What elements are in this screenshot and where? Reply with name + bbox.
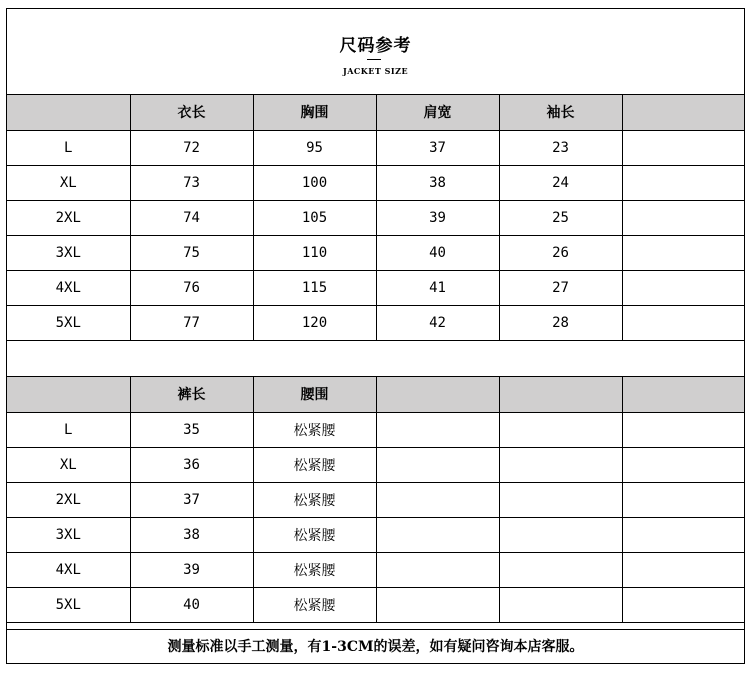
table-cell (622, 412, 744, 447)
table-cell: 76 (130, 270, 253, 305)
jacket-size-table (7, 95, 744, 341)
table-row (7, 235, 744, 270)
column-header-pants-length: 裤长 (130, 377, 253, 412)
table-row (7, 165, 744, 200)
size-cell: 2XL (7, 200, 130, 235)
table-cell: 28 (499, 305, 622, 340)
size-cell: 4XL (7, 552, 130, 587)
table-cell: 37 (376, 130, 499, 165)
column-header-shoulder: 肩宽 (376, 95, 499, 130)
table-cell (499, 412, 622, 447)
table-cell: 77 (130, 305, 253, 340)
table-row (7, 200, 744, 235)
table-cell (499, 517, 622, 552)
table-cell: 23 (499, 130, 622, 165)
table-cell: 75 (130, 235, 253, 270)
table-row (7, 270, 744, 305)
table-row (7, 130, 744, 165)
table-row (7, 552, 744, 587)
table-cell (622, 517, 744, 552)
table-cell: 105 (253, 200, 376, 235)
table-cell: 100 (253, 165, 376, 200)
table-cell (499, 447, 622, 482)
section-spacer (7, 347, 744, 377)
table-cell: 25 (499, 200, 622, 235)
column-header-chest: 胸围 (253, 95, 376, 130)
size-chart (6, 8, 745, 664)
size-cell: 5XL (7, 587, 130, 622)
table-cell (622, 165, 744, 200)
pants-header-row (7, 377, 744, 412)
column-header (622, 377, 744, 412)
table-row (7, 517, 744, 552)
size-cell: 3XL (7, 235, 130, 270)
table-cell: 110 (253, 235, 376, 270)
table-cell: 115 (253, 270, 376, 305)
table-cell: 松紧腰 (253, 412, 376, 447)
size-cell: XL (7, 447, 130, 482)
table-cell: 38 (130, 517, 253, 552)
table-cell (376, 552, 499, 587)
table-cell (622, 482, 744, 517)
chart-header (7, 9, 744, 95)
table-cell: 松紧腰 (253, 482, 376, 517)
table-row (7, 447, 744, 482)
table-cell: 95 (253, 130, 376, 165)
chart-title: 尺码参考 (339, 36, 412, 56)
table-cell (622, 270, 744, 305)
size-cell: 3XL (7, 517, 130, 552)
table-cell: 40 (376, 235, 499, 270)
table-cell: 41 (376, 270, 499, 305)
table-cell: 40 (130, 587, 253, 622)
column-header (7, 377, 130, 412)
chart-subtitle: JACKET SIZE (342, 66, 409, 76)
table-cell: 73 (130, 165, 253, 200)
column-header-sleeve: 袖长 (499, 95, 622, 130)
size-cell: XL (7, 165, 130, 200)
table-cell (376, 412, 499, 447)
table-cell (622, 587, 744, 622)
table-cell (622, 130, 744, 165)
title-divider (367, 59, 381, 60)
column-header (622, 95, 744, 130)
table-cell (499, 587, 622, 622)
size-cell: 4XL (7, 270, 130, 305)
table-cell: 37 (130, 482, 253, 517)
table-cell (376, 587, 499, 622)
jacket-header-row (7, 95, 744, 130)
size-cell: 2XL (7, 482, 130, 517)
table-cell: 27 (499, 270, 622, 305)
table-cell: 42 (376, 305, 499, 340)
column-header-length: 衣长 (130, 95, 253, 130)
table-cell: 松紧腰 (253, 517, 376, 552)
table-row (7, 587, 744, 622)
pants-size-table (7, 377, 744, 623)
table-cell (622, 447, 744, 482)
table-cell: 24 (499, 165, 622, 200)
table-cell (376, 447, 499, 482)
table-cell (622, 552, 744, 587)
table-cell: 35 (130, 412, 253, 447)
table-cell (499, 482, 622, 517)
table-cell (376, 517, 499, 552)
table-cell: 36 (130, 447, 253, 482)
size-cell: L (7, 130, 130, 165)
size-cell: 5XL (7, 305, 130, 340)
size-cell: L (7, 412, 130, 447)
table-cell (622, 200, 744, 235)
column-header (376, 377, 499, 412)
table-cell: 松紧腰 (253, 587, 376, 622)
column-header (7, 95, 130, 130)
table-cell: 38 (376, 165, 499, 200)
table-cell: 39 (376, 200, 499, 235)
table-cell: 26 (499, 235, 622, 270)
table-cell: 74 (130, 200, 253, 235)
column-header (499, 377, 622, 412)
table-row (7, 305, 744, 340)
table-cell: 120 (253, 305, 376, 340)
table-cell (622, 235, 744, 270)
table-cell: 72 (130, 130, 253, 165)
table-row (7, 412, 744, 447)
table-cell: 松紧腰 (253, 552, 376, 587)
table-cell: 39 (130, 552, 253, 587)
column-header-waist: 腰围 (253, 377, 376, 412)
table-cell (499, 552, 622, 587)
table-row (7, 482, 744, 517)
table-cell (376, 482, 499, 517)
table-cell (622, 305, 744, 340)
table-cell: 松紧腰 (253, 447, 376, 482)
measurement-note: 测量标准以手工测量，有1-3CM的误差，如有疑问咨询本店客服。 (7, 629, 744, 663)
